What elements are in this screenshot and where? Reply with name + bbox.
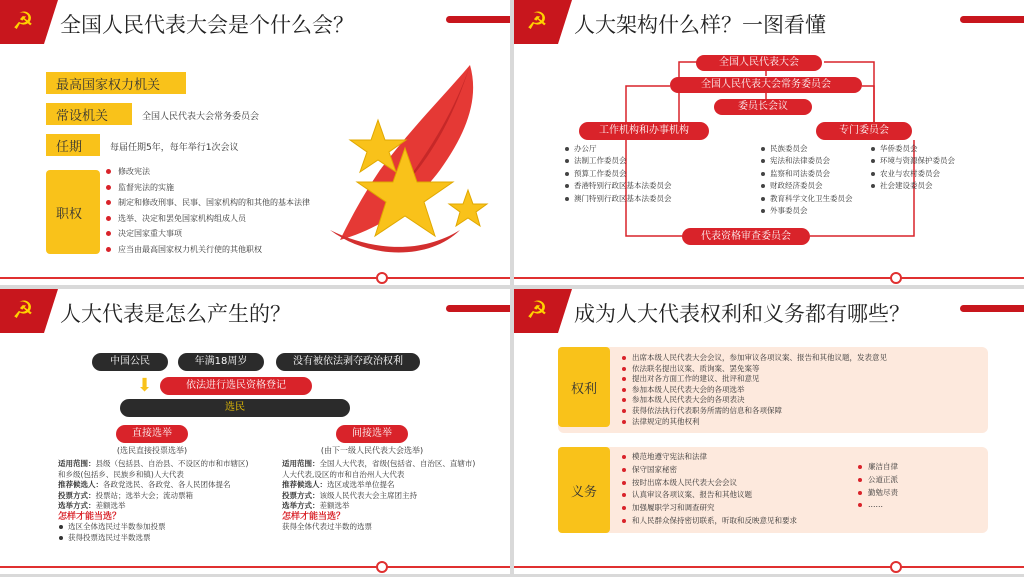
indirect-election-details: 适用范围：全国人大代表，省级(包括省、自治区、直辖市)人大代表,设区的市和自治州人大代表 推荐候选人：选区或选举单位提名 投票方式：该级人民代表大会主席团主持 选举方式：差额选举 怎样才能当选？ 获得全体代表过半数的选票: [282, 459, 476, 531]
list-item: 按时出席本级人民代表大会会议: [620, 477, 797, 490]
slide-npc-overview[interactable]: [0, 0, 510, 285]
duty-box: 职权: [46, 170, 100, 254]
list-item: 修改宪法: [104, 164, 336, 180]
direct-election-details: 适用范围：县级（包括县、自治县、不设区的市和市辖区)和乡级(包括乡、民族乡和镇)人大代表 推荐候选人：各政党选民、各政党、各人民团体提名 投票方式：投票站；选举大会；流动票箱 选举方式：差额选举 怎样才能当选？ 选区全体选民过半数参加投票 获得投票选民过半数选票: [58, 459, 253, 543]
list-item: 监察和司法委员会: [760, 168, 853, 180]
duties-label: 义务: [558, 447, 610, 533]
indirect-election-note: (由下一级人民代表大会选举): [320, 446, 424, 455]
list-item: 选区全体选民过半数参加投票: [58, 522, 253, 533]
list-item: 参加本级人民代表大会的各项表决: [620, 395, 887, 406]
list-item: 加强履职学习和调查研究: [620, 502, 797, 515]
list-item: 廉洁自律: [856, 461, 898, 474]
duty-list: [104, 164, 336, 260]
list-item: 澳门特别行政区基本法委员会: [564, 193, 672, 205]
voter-bar: 选民: [120, 399, 350, 417]
list-item: ……: [856, 499, 898, 512]
list-item: 应当由最高国家权力机关行使的其他职权: [104, 242, 336, 258]
direct-election-note: (选民直接投票选举): [116, 446, 188, 455]
org-npc: 全国人民代表大会: [696, 55, 822, 71]
bottom-dot: [376, 272, 388, 284]
list-item: 法律规定的其他权利: [620, 417, 887, 428]
list-item: 农业与农村委员会: [870, 168, 955, 180]
hammer-sickle-icon: ☭: [526, 7, 548, 35]
voter-registration: 依法进行选民资格登记: [160, 377, 312, 395]
list-item: 预算工作委员会: [564, 168, 672, 180]
list-item: 提出对各方面工作的建议、批评和意见: [620, 374, 887, 385]
header-accent-bar: [446, 305, 510, 312]
bottom-dot: [376, 561, 388, 573]
hammer-sickle-icon: ☭: [526, 296, 548, 324]
list-item: 社会建设委员会: [870, 180, 955, 192]
highest-organ-box: 最高国家权力机关: [46, 72, 186, 94]
org-special-committees: 专门委员会: [816, 122, 912, 140]
arrow-down-icon: ⬇: [137, 375, 153, 396]
bottom-divider: [0, 566, 510, 568]
org-chairmen-council: 委员长会议: [714, 99, 812, 115]
org-standing-committee: 全国人民代表大会常务委员会: [670, 77, 862, 93]
list-item: 公道正派: [856, 474, 898, 487]
list-item: 认真审议各项议案、报告和其他议题: [620, 489, 797, 502]
star-ribbon-decoration: [320, 60, 495, 260]
rights-list: [620, 353, 887, 427]
standing-organ-text: 全国人民代表大会常务委员会: [142, 112, 260, 122]
duties-list-a: [620, 451, 797, 528]
header-accent-bar: [446, 16, 510, 23]
list-item: 香港特别行政区基本法委员会: [564, 180, 672, 192]
rights-label: 权利: [558, 347, 610, 427]
slide-rights-duties[interactable]: [514, 289, 1024, 574]
list-item: 勤勉尽责: [856, 487, 898, 500]
term-box: 任期: [46, 134, 100, 156]
list-item: 办公厅: [564, 143, 672, 155]
slide-npc-structure[interactable]: [514, 0, 1024, 285]
special-committees-list-b: [870, 143, 955, 193]
list-item: 制定和修改刑事、民事、国家机构的和其他的基本法律: [104, 195, 336, 211]
standing-organ-box: 常设机关: [46, 103, 132, 125]
list-item: 决定国家重大事项: [104, 226, 336, 242]
working-bodies-list: [564, 143, 672, 205]
indirect-election: 间接选举: [336, 425, 408, 443]
slide-deputy-election[interactable]: [0, 289, 510, 574]
slide-title: 全国人民代表大会是个什么会？: [60, 13, 354, 37]
list-item: 民族委员会: [760, 143, 853, 155]
list-item: 环境与资源保护委员会: [870, 155, 955, 167]
list-item: 外事委员会: [760, 205, 853, 217]
hammer-sickle-icon: ☭: [12, 296, 34, 324]
slide-title: 人大代表是怎么产生的？: [60, 302, 291, 326]
list-item: 法制工作委员会: [564, 155, 672, 167]
condition-citizen: 中国公民: [92, 353, 168, 371]
list-item: 依法联名提出议案、质询案、罢免案等: [620, 364, 887, 375]
bottom-dot: [890, 561, 902, 573]
bottom-divider: [0, 277, 510, 279]
list-item: 出席本级人民代表大会会议，参加审议各项议案、报告和其他议题，发表意见: [620, 353, 887, 364]
hammer-sickle-icon: ☭: [12, 7, 34, 35]
duties-list-b: [856, 461, 898, 512]
list-item: 宪法和法律委员会: [760, 155, 853, 167]
list-item: 和人民群众保持密切联系，听取和反映意见和要求: [620, 515, 797, 528]
list-item: 监督宪法的实施: [104, 180, 336, 196]
header-accent-bar: [960, 305, 1024, 312]
term-text: 每届任期5年，每年举行1次会议: [110, 143, 239, 153]
slide-title: 人大架构什么样？一图看懂: [574, 13, 826, 37]
list-item: 保守国家秘密: [620, 464, 797, 477]
special-committees-list-a: [760, 143, 853, 217]
condition-age: 年满18周岁: [178, 353, 264, 371]
list-item: 获得依法执行代表职务所需的信息和各项保障: [620, 406, 887, 417]
list-item: 模范地遵守宪法和法律: [620, 451, 797, 464]
list-item: 教育科学文化卫生委员会: [760, 193, 853, 205]
org-credentials-committee: 代表资格审查委员会: [682, 228, 810, 245]
slide-title: 成为人大代表权利和义务都有哪些？: [574, 302, 910, 326]
condition-rights: 没有被依法剥夺政治权利: [276, 353, 420, 371]
bottom-dot: [890, 272, 902, 284]
direct-election: 直接选举: [116, 425, 188, 443]
bottom-divider: [514, 277, 1024, 279]
list-item: 选举、决定和罢免国家机构组成人员: [104, 211, 336, 227]
org-working-bodies: 工作机构和办事机构: [579, 122, 709, 140]
bottom-divider: [514, 566, 1024, 568]
list-item: 财政经济委员会: [760, 180, 853, 192]
list-item: 华侨委员会: [870, 143, 955, 155]
list-item: 参加本级人民代表大会的各项选举: [620, 385, 887, 396]
list-item: 获得投票选民过半数选票: [58, 533, 253, 544]
